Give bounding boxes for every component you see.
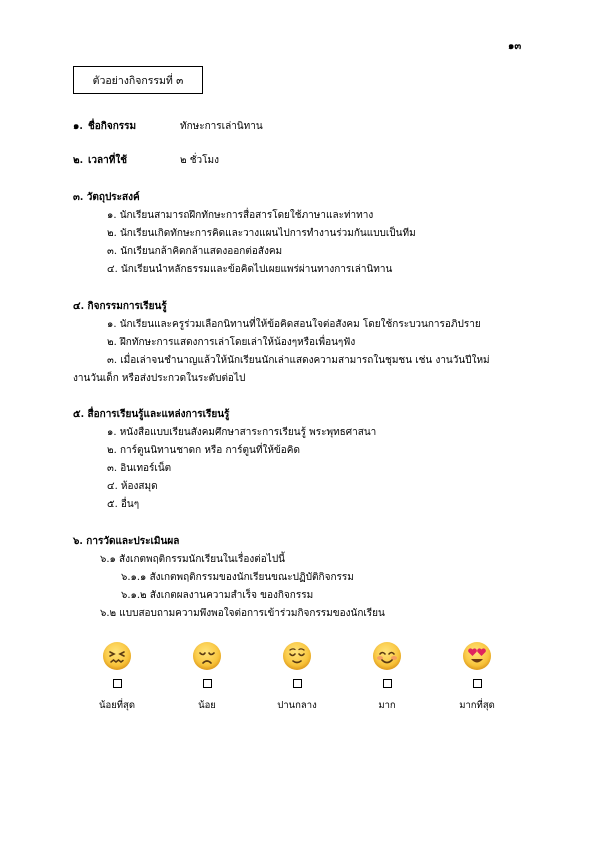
objective-item: ๒. นักเรียนเกิดทักษะการคิดและวางแผนไปการทำงานร่วมกันแบบเป็นทีม [107,228,416,239]
media-item: ๑. หนังสือแบบเรียนสังคมศึกษาสาระการเรียนรู้ พระพุทธศาสนา [107,427,377,438]
media-item: ๒. การ์ตูนนิทานชาดก หรือ การ์ตูนที่ให้ข้อคิด [107,445,300,456]
media-item: ๔. ห้องสมุด [107,481,158,492]
objective-item: ๑. นักเรียนสามารถฝึกทักษะการสื่อสารโดยใช้ภาษาและท่าทาง [107,210,374,221]
activity-item-continuation: งานวันเด็ก หรือส่งประกวดในระดับต่อไป [73,373,246,384]
rating-label: มากที่สุด [459,700,495,711]
rating-label: ปานกลาง [277,700,317,711]
rating-checkbox-highest[interactable] [473,679,482,688]
evaluation-subheading-2: ๖.๒ แบบสอบถามความพึงพอใจต่อการเข้าร่วมกิจกรรมของนักเรียน [100,608,385,619]
smiling-blush-face-icon [373,642,401,670]
evaluation-heading: ๖. การวัดและประเมินผล [73,536,180,547]
rating-checkbox-medium[interactable] [293,679,302,688]
rating-label: มาก [378,700,396,711]
duration-label: เวลาที่ใช้ [88,155,128,166]
relieved-face-icon [283,642,311,670]
activity-name-label: ชื่อกิจกรรม [88,121,137,132]
confounded-face-icon [103,642,131,670]
heart-eyes-face-icon [463,642,491,670]
rating-checkbox-lowest[interactable] [113,679,122,688]
disappointed-face-icon [193,642,221,670]
media-heading: ๕. สื่อการเรียนรู้และแหล่งการเรียนรู้ [73,409,230,420]
evaluation-sub-item: ๖.๑.๑ สังเกตพฤติกรรมของนักเรียนขณะปฏิบัติกิจกรรม [121,572,354,583]
rating-checkbox-high[interactable] [383,679,392,688]
section-2-number: ๒. [73,155,84,166]
media-item: ๕. อื่นๆ [107,499,140,510]
objectives-heading: ๓. วัตถุประสงค์ [73,192,140,203]
rating-label: น้อยที่สุด [99,700,135,711]
rating-label: น้อย [198,700,216,711]
evaluation-sub-item: ๖.๑.๒ สังเกตผลงานความสำเร็จ ของกิจกรรม [121,590,314,601]
objective-item: ๓. นักเรียนกล้าคิดกล้าแสดงออกต่อสังคม [107,246,283,257]
rating-checkbox-low[interactable] [203,679,212,688]
section-1-number: ๑. [73,121,83,132]
duration-value: ๒ ชั่วโมง [180,155,220,166]
objective-item: ๔. นักเรียนนำหลักธรรมและข้อคิดไปเผยแพร่ผ่านทางการเล่านิทาน [107,264,393,275]
evaluation-subheading-1: ๖.๑ สังเกตพฤติกรรมนักเรียนในเรื่องต่อไปนี้ [100,554,286,565]
page-number: ๑๓ [508,41,522,52]
activity-title-box [73,66,203,94]
media-item: ๓. อินเทอร์เน็ต [107,463,172,474]
activity-item: ๑. นักเรียนและครูร่วมเลือกนิทานที่ให้ข้อคิดสอนใจต่อสังคม โดยใช้กระบวนการอภิปราย [107,319,481,330]
activity-name-value: ทักษะการเล่านิทาน [180,121,263,132]
activity-title: ตัวอย่างกิจกรรมที่ ๓ [92,74,184,87]
activities-heading: ๔. กิจกรรมการเรียนรู้ [73,301,167,312]
activity-item: ๒. ฝึกทักษะการแสดงการเล่าโดยเล่าให้น้องๆหรือเพื่อนๆฟัง [107,337,356,348]
activity-item: ๓. เมื่อเล่าจนชำนาญแล้วให้นักเรียนนักเล่าแสดงความสามารถในชุมชน เช่น งานวันปีใหม่ [107,355,490,366]
